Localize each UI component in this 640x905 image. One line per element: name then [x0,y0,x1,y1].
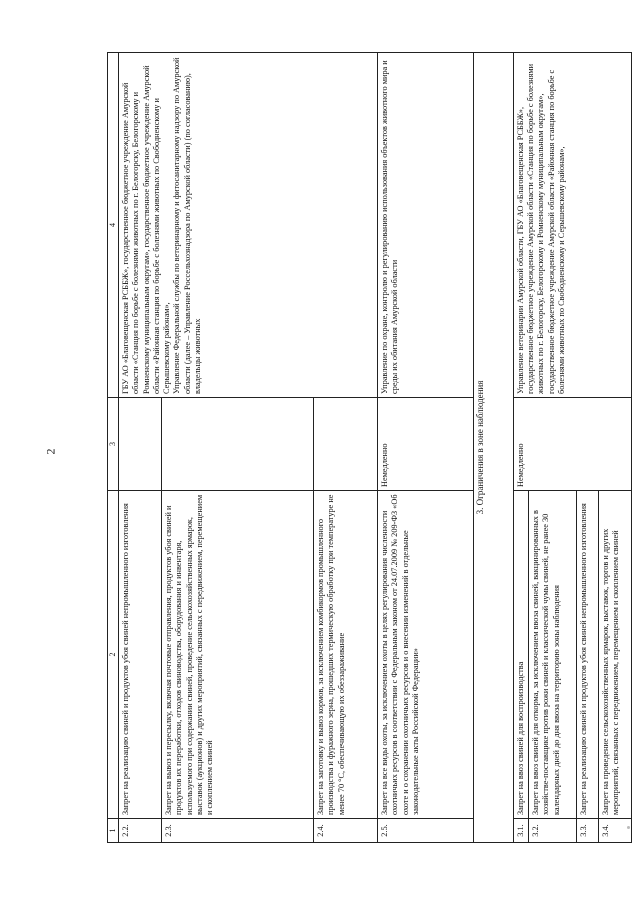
measure-text: Запрет на заготовку и вывоз кормов, за исключением комбикормов промышленного производства и фуражного зерна, прошедших термическую обработку при температуре не менее 70 °C, обеспечивающую их обеззараживание [314,491,378,819]
term-text [119,398,162,491]
term-text: Немедленно [378,398,474,491]
rotated-table-area [107,53,632,843]
row-number: 2.2. [119,819,162,843]
section-title: 3. Ограничения в зоне наблюдения [474,53,514,843]
row-number: 3.4. [599,819,632,843]
header-cell-3: 3 [108,398,119,491]
header-row [108,53,119,843]
scan-speck [627,826,630,829]
header-cell-1: 1 [108,819,119,843]
measure-text: Запрет на вывоз и пересылку, включая почтовые отправления, продуктов убоя свиней и продуктов их переработки, отходов свиноводства, оборудования и инвентаря, используемого при содержании свиней, проведение сельскохозяйственных ярмарок, выставок (аукционов) и других мероприятий, связанных с передвижением, перемещением и скоплением свиней [162,491,314,819]
table-row [378,53,474,843]
row-number: 2.3. [162,819,314,843]
responsible-part-2: Управление Федеральной службы по ветеринарному и фитосанитарному надзору по Амурской области (далее – Управление Россельхознадзора по Амурской области) (по согласованию), владельцы животных [172,57,202,394]
measure-text: Запрет на ввоз свиней для откорма, за исключением ввоза свиней, вакцинированных в хозяйстве-поставщике против рожи свиней и классической чумы свиней, не ранее 30 календарных дней до дня ввоза на территорию зоны наблюдения [529,491,577,819]
measure-text: Запрет на все виды охоты, за исключением охоты в целях регулирования численности охотничьих ресурсов в соответствии с Федеральным законом от 24.07.2009 № 209-ФЗ «Об охоте и о сохранении охотничьих ресурсов и о внесении изменений в отдельные законодательные акты Российской Федерации» [378,491,474,819]
measure-text: Запрет на проведение сельскохозяйственных ярмарок, выставок, торгов и других мероприятий, связанных с передвижением, перемещением и скоплением свиней [599,491,632,819]
table-row [119,53,162,843]
responsible-text: Управление по охране, контролю и регулированию использования объектов животного мира и среды их обитания Амурской области [378,53,474,398]
table-row [513,53,528,843]
term-text [314,398,378,491]
section-row [474,53,514,843]
row-number: 2.4. [314,819,378,843]
row-number: 3.2. [529,819,577,843]
row-number: 3.1. [513,819,528,843]
measure-text: Запрет на реализацию свиней и продуктов убоя свиней непромышленного изготовления [577,491,599,819]
responsible-text [119,53,378,398]
responsible-part-1: ГБУ АО «Благовещенская РСББЖ», государственное бюджетное учреждение Амурской области «Станция по борьбе с болезнями животных по г. Белогорску, Белогорскому и Ромненскому муниципальным округам», государственное бюджетное учреждение Амурской области «Районная станция по борьбе с болезнями животных по Свободненскому и Серышевскому районам», [121,65,172,394]
row-number: 3.3. [577,819,599,843]
responsible-text: Управление ветеринарии Амурской области, ГБУ АО «Благовещенская РСББЖ», государственное бюджетное учреждение Амурской области «Станция по борьбе с болезнями животных по г. Белогорску, Белогорскому и Ромненскому муниципальным округам», государственное бюджетное учреждение Амурской области «Районная станция по борьбе с болезнями животных по Свободненскому и Серышевскому районам», [513,53,631,398]
measure-text: Запрет на ввоз свиней для воспроизводства [513,491,528,819]
header-cell-4: 4 [108,53,119,398]
measure-text: Запрет на реализацию свиней и продуктов убоя свиней непромышленного изготовления [119,491,162,819]
term-text [162,398,314,491]
measures-table [107,52,632,843]
header-cell-2: 2 [108,491,119,819]
page-number: 2 [43,448,58,455]
term-text: Немедленно [513,398,631,491]
row-number: 2.5. [378,819,474,843]
